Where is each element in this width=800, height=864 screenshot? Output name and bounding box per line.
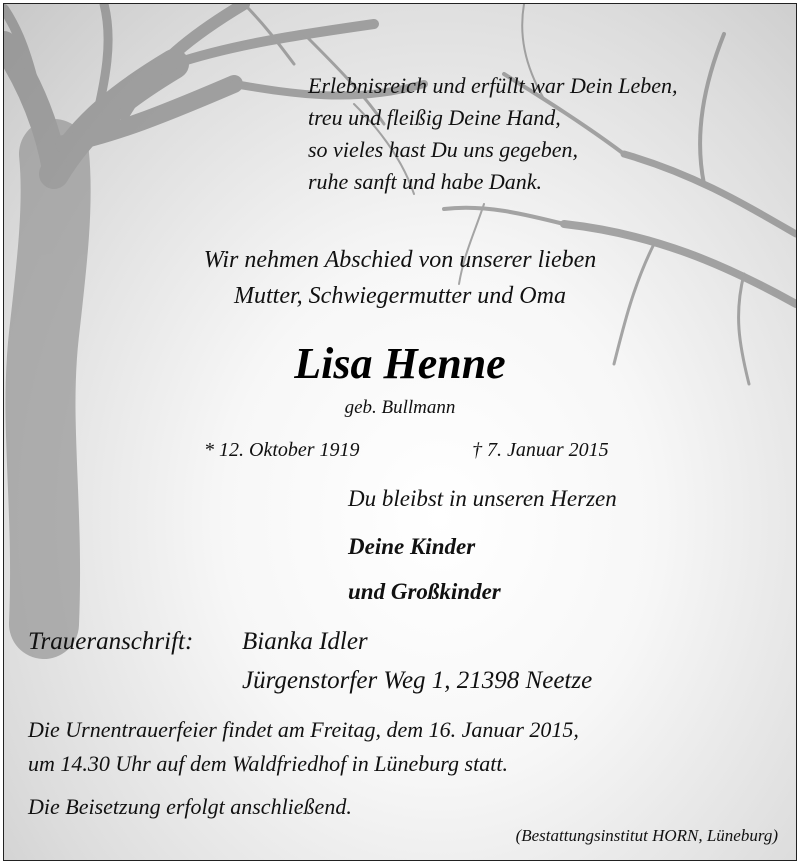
deceased-name: Lisa Henne	[294, 339, 506, 388]
address-street: Jürgenstorfer Weg 1, 21398 Neetze	[242, 667, 593, 694]
obituary-notice	[3, 3, 797, 861]
death-date: † 7. Januar 2015	[472, 439, 609, 461]
poem-line: treu und fleißig Deine Hand,	[308, 105, 561, 130]
funeral-home: (Bestattungsinstitut HORN, Lüneburg)	[515, 826, 778, 845]
maiden-name: geb. Bullmann	[344, 397, 456, 418]
farewell-line: Du bleibst in unseren Herzen	[348, 486, 617, 511]
intro-line: Mutter, Schwiegermutter und Oma	[234, 283, 566, 309]
ceremony-line: um 14.30 Uhr auf dem Waldfriedhof in Lüneburg statt.	[28, 751, 508, 776]
address-label: Traueranschrift:	[28, 628, 194, 655]
birth-date: * 12. Oktober 1919	[204, 439, 360, 461]
intro-line: Wir nehmen Abschied von unserer lieben	[203, 247, 597, 273]
poem-line: Erlebnisreich und erfüllt war Dein Leben,	[308, 73, 678, 98]
ceremony-line: Die Urnentrauerfeier findet am Freitag, dem 16. Januar 2015,	[28, 717, 579, 742]
poem-line: so vieles hast Du uns gegeben,	[308, 137, 579, 162]
signatory-line: Deine Kinder	[348, 534, 476, 559]
address-name: Bianka Idler	[242, 628, 368, 655]
burial-line: Die Beisetzung erfolgt anschließend.	[28, 794, 352, 819]
poem-line: ruhe sanft und habe Dank.	[308, 169, 543, 194]
signatory-line: und Großkinder	[348, 579, 501, 604]
